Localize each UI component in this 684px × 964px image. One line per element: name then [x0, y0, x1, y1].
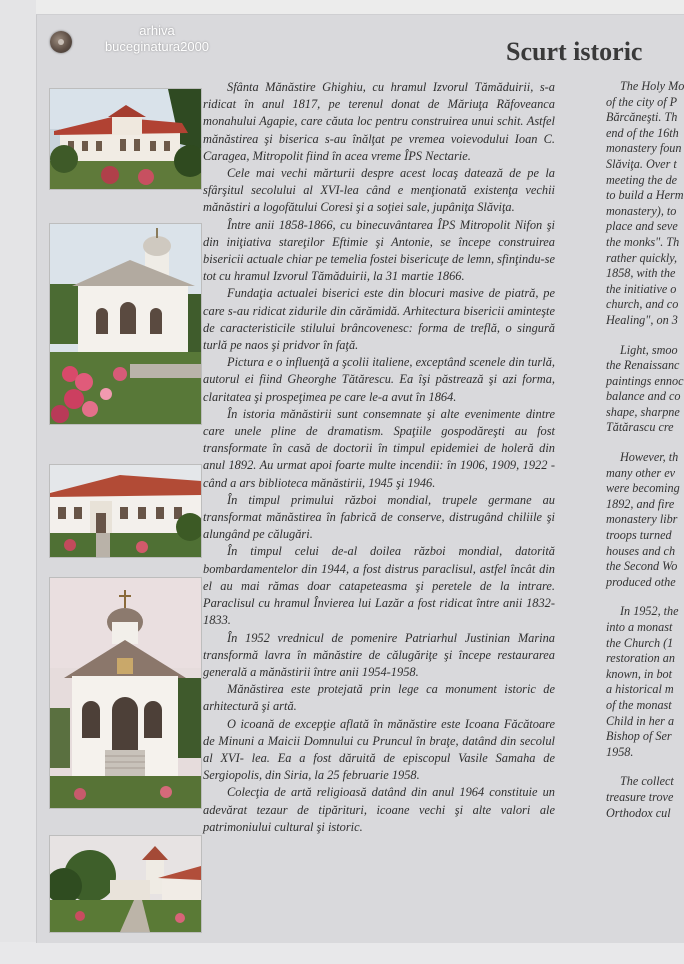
en-line: produced othe [606, 574, 676, 589]
en-line: monastery), to [606, 203, 677, 218]
screw-icon [50, 31, 72, 53]
en-line: balance and co [606, 389, 681, 404]
wall-top [0, 0, 684, 14]
en-line: of the monast [606, 697, 672, 712]
english-history-text [606, 79, 684, 835]
en-line: shape, sharpne [606, 404, 680, 419]
en-line: of the city of P [606, 94, 678, 109]
en-paragraph [606, 774, 684, 821]
en-line: 1892, and fire [606, 496, 675, 511]
en-paragraph [606, 604, 684, 760]
en-line: place and seve [606, 219, 678, 234]
monastery-gate-photo [49, 835, 202, 933]
en-line: Bishop of Ser [606, 729, 672, 744]
info-board [36, 14, 684, 943]
en-line: end of the 16th [606, 125, 679, 140]
ro-paragraph: Fundaţia actualei biserici este din blocuri masive de piatră, pe care s-au ridicat zidurile din cărămidă. Arhitectura bisericii aminteşte de caracteristicile stilului brâncovenesc: forma de treflă, o singură turlă pe naos şi pridvor în faţă. [203, 286, 555, 353]
wall-bottom [0, 942, 684, 964]
en-line: Child in her a [606, 713, 675, 728]
en-line: to build a Herm [606, 188, 684, 203]
en-line: houses and ch [606, 543, 676, 558]
en-line: monastery libr [606, 512, 678, 527]
page-title: Scurt istoric [506, 37, 643, 66]
en-line: Tătărascu cre [606, 420, 674, 435]
en-line: the initiative o [606, 281, 677, 296]
en-paragraph [606, 450, 684, 590]
church-with-flowers-photo [49, 223, 202, 425]
en-line: meeting the de [606, 172, 678, 187]
en-line: troops turned [606, 528, 672, 543]
en-line: 1958. [606, 744, 634, 759]
wall-left [0, 0, 36, 964]
ro-paragraph: În timpul celui de-al doilea război mondial, datorită bombardamentelor din 1944, a fost distrus paraclisul, astfel încât din el au mai rămas doar catapeteasma şi peretele de la intrare. Paraclisul cu hramul Învierea lui Lazăr a fost ridicat între anii 1832-1833. [203, 544, 555, 628]
monastery-courtyard-photo [49, 464, 202, 558]
en-line: monastery foun [606, 141, 682, 156]
en-line: into a monast [606, 620, 673, 634]
en-line: Healing", on 3 [606, 312, 678, 327]
en-line: restoration an [606, 651, 675, 666]
en-line: The Holy Mo [620, 79, 684, 93]
en-line: the Church (1 [606, 635, 674, 650]
en-line: the Second Wo [606, 559, 678, 574]
en-line: the monks". Th [606, 234, 680, 249]
ro-paragraph: Pictura e o influenţă a şcolii italiene, exceptând scenele din turlă, autorul ei fiind Gheorghe Tătărescu. Ea îşi păstrează şi azi forma, claritatea şi prospeţimea pe care le-a avut în 1864. [203, 355, 555, 404]
en-line: Light, smoo [620, 342, 678, 357]
monastery-building-photo [49, 88, 202, 190]
en-line: In 1952, the [620, 604, 679, 619]
watermark-line1: arhiva [139, 23, 175, 38]
en-line: However, th [620, 450, 679, 465]
en-line: were becoming [606, 481, 680, 496]
watermark [87, 23, 227, 55]
ro-paragraph: Mănăstirea este protejată prin lege ca monument istoric de arhitectură şi artă. [203, 682, 555, 714]
en-line: the Renaissanc [606, 358, 680, 373]
ro-paragraph: O icoană de excepţie aflată în mănăstire este Icoana Făcătoare de Minuni a Maicii Domnului cu Pruncul în braţe, datând din secolul al XVI- lea. Ea a fost dăruită de episcopul Vasile Samaha de Sergiopolis, din Siria, la 25 februarie 1958. [203, 716, 555, 783]
en-paragraph [606, 79, 684, 329]
ro-paragraph: În 1952 vrednicul de pomenire Patriarhul Justinian Marina transformă lavra în mănăstire de călugăriţe şi începe restaurarea generală a mănăstirii între anii 1954-1958. [203, 630, 555, 679]
en-line: known, in bot [606, 666, 673, 681]
ro-paragraph: În timpul primului război mondial, trupele germane au transformat mănăstirea în fabrică de conserve, distrugând chiliile şi alungând pe călugări. [203, 492, 555, 542]
en-line: Slăviţa. Over t [606, 156, 677, 171]
ro-paragraph: Colecţia de artă religioasă datând din anul 1964 constituie un adevărat tezaur de tipărituri, icoane vechi şi alte valori ale patrimoniului cultural şi istoric. [203, 785, 555, 834]
en-line: treasure trove [606, 789, 674, 804]
ro-paragraph: Cele mai vechi mărturii despre acest locaş datează de pe la sfârşitul secolului al XVI-lea când e menţionată existenţa vechii mănăstiri a logofătului Coresi şi a soţiei sale, jupâniţa Slăviţa. [203, 166, 555, 215]
en-line: Bărcăneşti. Th [606, 110, 678, 125]
watermark-line2: buceginatura2000 [104, 39, 210, 54]
en-line: paintings ennoc [606, 373, 684, 388]
ro-paragraph: Între anii 1858-1866, cu binecuvântarea ÎPS Mitropolit Nifon şi din iniţiativa stareţilor Eftimie şi Antonie, se începe construirea bisericii actuale chiar pe temelia fostei bisericuţe de lemn, sfinţindu-se tot cu hramul Izvorul Tămăduirii, la 31 martie 1866. [203, 217, 555, 284]
en-line: 1858, with the [606, 266, 676, 281]
en-line: rather quickly, [606, 250, 678, 265]
en-line: church, and co [606, 297, 679, 312]
en-line: many other ev [606, 465, 676, 480]
en-paragraph [606, 343, 684, 437]
romanian-history-text [203, 79, 555, 836]
ro-paragraph: Sfânta Mănăstire Ghighiu, cu hramul Izvorul Tămăduirii, s-a ridicat în anul 1817, pe terenul donat de Măriuţa Răfoveanca monahului Agapie, care căuta loc pentru construirea unui schit. Astfel mănăstirea şi biserica s-au înălţat pe vremea voievodului Ioan C. Caragea, Mitropolit fiind în acea vreme ÎPS Nectarie. [203, 80, 555, 163]
en-line: The collect [620, 774, 674, 789]
ro-paragraph: În istoria mănăstirii sunt consemnate şi alte evenimente dintre care unele pline de dramatism. Spaţiile gospodăreşti au fost transformate în casă de doctorii în timpul epidemiei de holeră din anul 1892. Au urmat apoi foarte multe incendii: în 1906, 1909, 1922 - când a ars biblioteca mănăstirii, 1945 şi 1946. [203, 406, 555, 490]
en-line: Orthodox cul [606, 805, 671, 820]
en-line: a historical m [606, 682, 674, 697]
chapel-photo [49, 577, 202, 809]
